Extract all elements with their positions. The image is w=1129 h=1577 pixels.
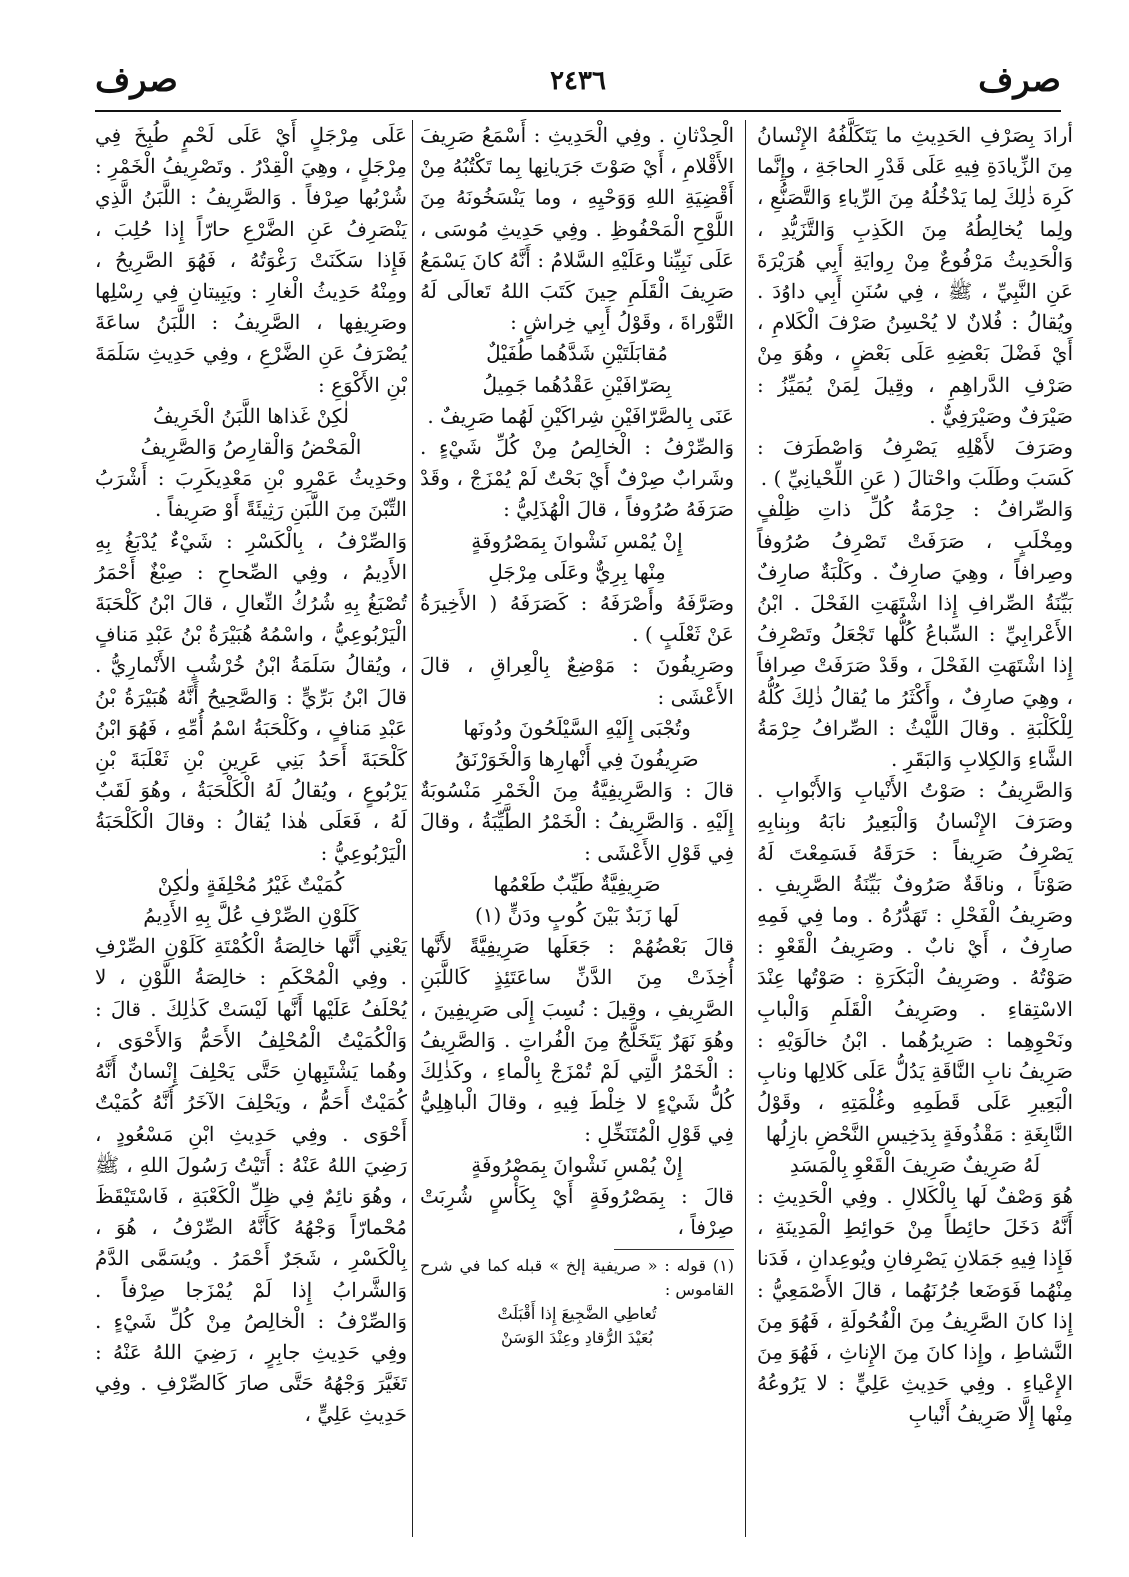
verse-line: لَها زَبَدٌ بَيْنَ كُوبٍ ودَنٍّ (١) [474, 903, 680, 928]
footnote-verse: تُعاطِي الضَّجِيعَ إِذا أَقْبَلَتْ [497, 1304, 657, 1324]
paragraph: هُوَ وَصْفٌ لَها بِالْكَلالِ . وفِي الْحَدِيثِ : أَنَّهُ دَخَلَ حائِطاً مِنْ حَوائِطِ الْمَدِينَةِ ، فَإِذا فِيهِ جَمَلانِ يَصْرِفانِ ويُوعِدانِ ، فَدَنا مِنْهُما فَوَضَعا جُرُنَهُما ، قالَ الأَصْمَعِيُّ : إِذا كانَ الصَّرِيفُ مِنَ الْفُحُولَةِ ، فَهُوَ مِنَ النَّشاطِ ، وإِذا كانَ مِنَ الإِناثِ ، فَهُوَ مِنَ الإِعْياءِ . وفِي حَدِيثِ عَلِيٍّ : لا يَرُوعُهُ مِنْها إِلَّا صَرِيفُ أَنْيابِ [757, 1183, 1073, 1427]
column-middle [420, 120, 734, 1350]
page-header [95, 60, 1061, 108]
header-rule [95, 110, 1061, 112]
paragraph: قالَ بَعْضُهُمْ : جَعَلَها صَرِيفِيَّةً لأَنَّها أُخِذَتْ مِنَ الدَّنِّ ساعَتَئِذٍ كَاللَّبَنِ الصَّرِيفِ ، وقِيلَ : نُسِبَ إِلَى صَرِيفِينَ ، وهُوَ نَهَرٌ يَتَخَلَّجُ مِنَ الْفُراتِ . وَالصَّرِيفُ : الْخَمْرُ الَّتِي لَمْ تُمْزَجْ بِالْماءِ ، وكَذٰلِكَ كُلُّ شَيْءٍ لا خِلْطَ فِيهِ ، وقالَ الْباهِلِيُّ فِي قَوْلِ الْمُتَنَخِّلِ : [420, 934, 734, 1146]
paragraph: عَلَى مِرْجَلٍ أَيْ عَلَى لَحْمٍ طُبِخَ فِي مِرْجَلٍ ، وهِيَ الْقِدْرُ . وتَصْرِيفُ الْخَمْرِ : شُرْبُها صِرْفاً . وَالصَّرِيفُ : اللَّبَنُ الَّذِي يَنْصَرِفُ عَنِ الضَّرْعِ حارّاً إِذا حُلِبَ ، فَإِذا سَكَنَتْ رَغْوَتُهُ ، فَهُوَ الصَّرِيحُ ، ومِنْهُ حَدِيثُ الْغارِ : ويَبِيتانِ فِي رِسْلِها وصَرِيفِها ، الصَّرِيفُ : اللَّبَنُ ساعَةَ يُصْرَفُ عَنِ الضَّرْعِ ، وفِي حَدِيثِ سَلَمَةَ بْنِ الأَكْوَعِ : [95, 123, 407, 397]
paragraph: وَالصَّرِيفُ : صَوْتُ الأَنْيابِ وَالأَبْوابِ . وصَرَفَ الإِنْسانُ وَالْبَعِيرُ نابَهُ وبِنابِهِ يَصْرِفُ صَرِيفاً : حَرَقَهُ فَسَمِعْتَ لَهُ صَوْتاً ، وناقَةٌ صَرُوفٌ بَيِّنَةُ الصَّرِيفِ . وصَرِيفُ الْفَحْلِ : تَهَدُّرُهُ . وما فِي فَمِهِ صارِفٌ ، أَيْ نابٌ . وصَرِيفُ الْقَعْوِ : صَوْتُهُ . وصَرِيفُ الْبَكَرَةِ : صَوْتُها عِنْدَ الاسْتِقاءِ . وصَرِيفُ الْقَلَمِ وَالْبابِ ونَحْوِهِما : صَرِيرُهُما . ابْنُ خالَوَيْهِ : صَرِيفُ نابِ النَّاقَةِ يَدُلُّ عَلَى كَلالِها ونابِ الْبَعِيرِ عَلَى قَطَمِهِ وغُلْمَتِهِ ، وقَوْلُ النَّابِغَةِ : مَقْذُوفَةٍ بِدَخِيسِ النَّحْضِ بازِلُها [757, 778, 1073, 1146]
paragraph: أرادَ بِصَرْفِ الحَدِيثِ ما يَتَكَلَّفُهُ الإِنْسانُ مِنَ الزِّيادَةِ فِيهِ عَلَى قَدْرِ الحاجَةِ ، وإِنَّما كَرِهَ ذٰلِكَ لِما يَدْخُلُهُ مِنَ الرِّياءِ وَالتَّصَنُّعِ ، ولِما يُخالِطُهُ مِنَ الكَذِبِ وَالتَّزَيُّدِ ، وَالْحَدِيثُ مَرْفُوعٌ مِنْ رِوايَةِ أَبِي هُرَيْرَةَ عَنِ النَّبِيِّ ، ﷺ ، فِي سُنَنِ أَبِي داوُدَ . ويُقالُ : فُلانٌ لا يُحْسِنُ صَرْفَ الْكَلامِ ، أَيْ فَضْلَ بَعْضِهِ عَلَى بَعْضٍ ، وهُوَ مِنْ صَرْفِ الدَّراهِمِ ، وقِيلَ لِمَنْ يُمَيِّزُ : صَيْرَفٌ وصَيْرَفِيٌّ . [757, 123, 1073, 428]
verse-line: كُمَيْتٌ غَيْرُ مُحْلِفَةٍ ولٰكِنْ [157, 871, 345, 896]
column-divider [745, 120, 746, 1537]
verse-line: صَرِيفِيَّةٌ طَيِّبٌ طَعْمُها [493, 871, 661, 896]
verse-line: وتُجْبَى إِلَيْهِ السَّيْلَحُونَ ودُونَها [463, 715, 691, 740]
verse-line: بِصَرّافَيْنِ عَقْدُهُما جَمِيلُ [482, 372, 672, 397]
paragraph: قالَ : وَالصَّرِيفِيَّةُ مِنَ الْخَمْرِ مَنْسُوبَةٌ إِلَيْهِ . وَالصَّرِيفُ : الْخَمْرُ الطَّيِّبَةُ ، وقالَ فِي قَوْلِ الأَعْشَى : [420, 778, 734, 865]
paragraph: عَنَى بِالصَّرّافَيْنِ شِراكَيْنِ لَهُما صَرِيفٌ . [427, 403, 734, 428]
paragraph: وَالصِّرْفُ : الْخالِصُ مِنْ كُلِّ شَيْءٍ . وشَرابٌ صِرْفٌ أَيْ بَحْتٌ لَمْ يُمْزَجْ ، وقَدْ صَرَفَهُ صُرُوفاً ، قالَ الْهُذَلِيُّ : [420, 435, 734, 522]
verse-line: الْمَحْضُ وَالْقارِصُ وَالصَّرِيفُ [140, 435, 362, 460]
page-number: ٢٤٣٦ [550, 66, 606, 96]
footnote-rule [614, 1249, 734, 1250]
verse-line: إِنْ يُمْسِ نَشْوانَ بِمَصْرُوفَةٍ [471, 1152, 683, 1177]
paragraph: يَعْنِي أَنَّها خالِصَةُ الْكُمْتَةِ كَلَوْنِ الصِّرْفِ . وفِي الْمُحْكَمِ : خالِصَةُ اللَّوْنِ ، لا يُحْلَفُ عَلَيْها أَنَّها لَيْسَتْ كَذٰلِكَ . قالَ : وَالْكُمَيْتُ الْمُحْلِفُ الأَحَمُّ وَالأَحْوَى ، وهُما يَشْتَبِهانِ حَتَّى يَحْلِفَ إِنْسانٌ أَنَّهُ كُمَيْتٌ أَحَمُّ ، ويَحْلِفَ الآخَرُ أَنَّهُ كُمَيْتٌ أَحْوَى . وفِي حَدِيثِ ابْنِ مَسْعُودٍ ، رَضِيَ اللهُ عَنْهُ : أَتَيْتُ رَسُولَ اللهِ ، ﷺ ، وهُوَ نائِمٌ فِي ظِلِّ الْكَعْبَةِ ، فَاسْتَيْقَظَ مُحْمارّاً وَجْهُهُ كَأَنَّهُ الصِّرْفُ ، هُوَ ، بِالْكَسْرِ ، شَجَرٌ أَحْمَرُ . ويُسَمَّى الدَّمُ وَالشَّرابُ إِذا لَمْ يُمْزَجا صِرْفاً . وَالصِّرْفُ : الْخالِصُ مِنْ كُلِّ شَيْءٍ . وفِي حَدِيثِ جابِرٍ ، رَضِيَ اللهُ عَنْهُ : تَغَيَّرَ وَجْهُهُ حَتَّى صارَ كَالصِّرْفِ . وفِي حَدِيثِ عَلِيٍّ ، [95, 934, 407, 1427]
paragraph: وحَدِيثُ عَمْرِو بْنِ مَعْدِيكَرِبَ : أَشْرَبُ التِّبْنَ مِنَ اللَّبَنِ رَثِيئَةً أَوْ صَرِيفاً . [95, 466, 407, 522]
paragraph: وَالصِّرافُ : حِرْمَةُ كُلِّ ذاتِ ظِلْفٍ ومِخْلَبٍ ، صَرَفَتْ تَصْرِفُ صُرُوفاً وصِرافاً ، وهِيَ صارِفٌ . وكَلْبَةٌ صارِفٌ بَيِّنَةُ الصِّرافِ إِذا اشْتَهَتِ الفَحْلَ . ابْنُ الأَعْرابِيِّ : السِّباعُ كُلُّها تَجْعَلُ وتَصْرِفُ إِذا اشْتَهَتِ الفَحْلَ ، وقَدْ صَرَفَتْ صِرافاً ، وهِيَ صارِفٌ ، وأَكْثَرُ ما يُقالُ ذٰلِكَ كُلُّهُ لِلْكَلْبَةِ . وقالَ اللَّيْثُ : الصِّرافُ حِرْمَةُ الشَّاءِ وَالكِلابِ وَالبَقَرِ . [757, 497, 1073, 772]
verse-line: لَهُ صَرِيفٌ صَرِيفَ الْقَعْوِ بِالْمَسَدِ [789, 1152, 1041, 1177]
column-left [95, 120, 407, 1431]
verse-line: إِنْ يُمْسِ نَشْوانَ بِمَصْرُوفَةٍ [471, 528, 683, 553]
verse-line: مِنْها بِرِيٌّ وعَلَى مِرْجَلِ [488, 559, 666, 584]
verse-line: صَرِيفُونَ فِي أَنْهارِها وَالْخَوَرْنَقُ [455, 747, 699, 772]
running-headword-left: صرف [95, 60, 178, 100]
paragraph: وصَرِيفُونَ : مَوْضِعٌ بِالْعِراقِ ، قالَ الأَعْشَى : [420, 653, 734, 709]
paragraph: وصَرَّفَهُ وأَصْرَفَهُ : كَصَرَفَهُ ( الأَخِيرَةُ عَنْ ثَعْلَبٍ ) . [420, 591, 734, 647]
verse-line: لٰكِنْ غَذاها اللَّبَنُ الْخَرِيفُ [153, 403, 349, 428]
paragraph: الْحِدْثانِ . وفِي الْحَدِيثِ : أَسْمَعُ صَرِيفَ الأَقْلامِ ، أَيْ صَوْتَ جَرَيانِها بِما تَكْتُبُهُ مِنْ أَقْضِيَةِ اللهِ وَوَحْيِهِ ، وما يَنْسَخُونَهُ مِنَ اللَّوْحِ الْمَحْفُوظِ . وفِي حَدِيثِ مُوسَى ، عَلَى نَبِيِّنا وعَلَيْهِ السَّلامُ : أَنَّهُ كانَ يَسْمَعُ صَرِيفَ الْقَلَمِ حِينَ كَتَبَ اللهُ تَعالَى لَهُ التَّوْراةَ ، وقَوْلُ أَبِي خِراشٍ : [420, 123, 734, 335]
paragraph: وصَرَفَ لأَهْلِهِ يَصْرِفُ وَاصْطَرَفَ : كَسَبَ وطَلَبَ واحْتالَ ( عَنِ اللِّحْيانِيِّ ) . [757, 435, 1073, 491]
column-right [757, 120, 1073, 1431]
running-headword-right: صرف [978, 60, 1061, 100]
verse-line: مُقابَلَتَيْنِ شَدَّهُما طُفَيْلٌ [486, 341, 668, 366]
verse-line: كَلَوْنِ الصِّرْفِ عُلَّ بِهِ الأَدِيمُ [143, 903, 359, 928]
footnote: (١) قوله : « صريفية إلخ » قبله كما في شرح القاموس : [420, 1256, 734, 1300]
paragraph: وَالصِّرْفُ ، بِالْكَسْرِ : شَيْءٌ يُدْبَغُ بِهِ الأَدِيمُ ، وفِي الصِّحاحِ : صِبْغٌ أَحْمَرُ تُصْبَغُ بِهِ شُرُكُ النِّعالِ ، قالَ ابْنُ كَلْحَبَةَ الْيَرْبُوعِيُّ ، واسْمُهُ هُبَيْرَةُ بْنُ عَبْدِ مَنافٍ ، ويُقالُ سَلَمَةُ ابْنُ خُرْشُبٍ الأَنْمارِيُّ . قالَ ابْنُ بَرِّيٍّ : وَالصَّحِيحُ أَنَّهُ هُبَيْرَةُ بْنُ عَبْدِ مَنافٍ ، وكَلْحَبَةُ اسْمُ أُمِّهِ ، فَهُوَ ابْنُ كَلْحَبَةَ أَحَدُ بَنِي عَرِينِ بْنِ ثَعْلَبَةَ بْنِ يَرْبُوعٍ ، ويُقالُ لَهُ الْكَلْحَبَةُ ، وهُوَ لَقَبٌ لَهُ ، فَعَلَى هٰذا يُقالُ : وقالَ الْكَلْحَبَةُ الْيَرْبُوعِيُّ : [95, 528, 407, 865]
footnote-verse: بُعَيْدَ الرُّقادِ وعِنْدَ الوَسَنْ [500, 1328, 654, 1348]
paragraph: قالَ : بِمَصْرُوفَةٍ أَيْ بِكَأْسٍ شُرِبَتْ صِرْفاً ، [420, 1183, 734, 1240]
column-divider [412, 120, 413, 1537]
